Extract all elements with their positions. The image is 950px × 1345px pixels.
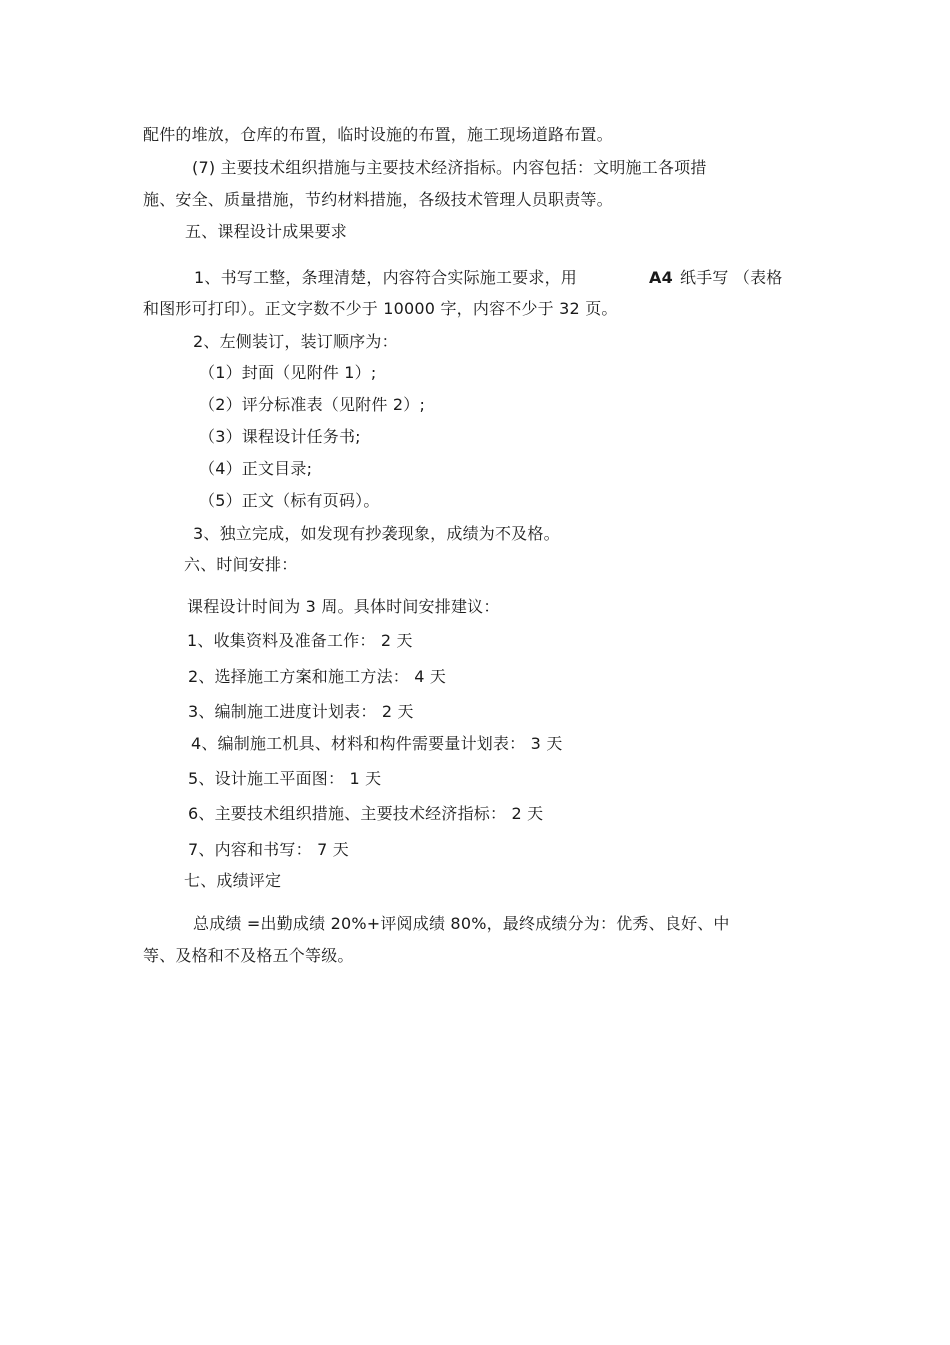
text-line: 和图形可打印）。正文字数不少于 10000 字，内容不少于 32 页。 [143,299,618,318]
text-line: (7) 主要技术组织措施与主要技术经济指标。内容包括：文明施工各项措 [192,158,707,177]
text-line: A4 [649,268,673,287]
list-item: 7、内容和书写： 7 天 [188,840,349,859]
list-item: 1、收集资料及准备工作： 2 天 [187,631,413,650]
text-line: 施、安全、质量措施，节约材料措施，各级技术管理人员职责等。 [143,190,613,209]
list-item: （4）正文目录; [199,459,313,478]
list-item: 6、主要技术组织措施、主要技术经济指标： 2 天 [188,804,544,823]
section-heading: 六、时间安排： [184,555,298,574]
section-heading: 五、课程设计成果要求 [185,222,348,241]
list-item: （1）封面（见附件 1）; [199,363,377,382]
list-item: 4、编制施工机具、材料和构件需要量计划表： 3 天 [191,734,563,753]
list-item: 3、编制施工进度计划表： 2 天 [188,702,414,721]
text-line: 配件的堆放，仓库的布置，临时设施的布置，施工现场道路布置。 [143,125,613,144]
text-line: 1、书写工整，条理清楚，内容符合实际施工要求，用 [194,268,577,287]
text-line: 等、及格和不及格五个等级。 [143,946,354,965]
text-line: 总成绩 =出勤成绩 20%+评阅成绩 80%，最终成绩分为：优秀、良好、中 [193,914,730,933]
list-item: （2）评分标准表（见附件 2）; [199,395,426,414]
list-item: （3）课程设计任务书; [199,427,361,446]
text-line: 课程设计时间为 3 周。具体时间安排建议： [187,597,500,616]
list-item: 5、设计施工平面图： 1 天 [188,769,382,788]
text-line: 3、独立完成，如发现有抄袭现象，成绩为不及格。 [193,524,560,543]
text-line: 2、左侧装订，装订顺序为： [193,332,398,351]
section-heading: 七、成绩评定 [184,871,282,890]
text-line: 纸手写 （表格 [680,268,783,287]
list-item: 2、选择施工方案和施工方法： 4 天 [188,667,447,686]
list-item: （5）正文（标有页码）。 [199,491,380,510]
